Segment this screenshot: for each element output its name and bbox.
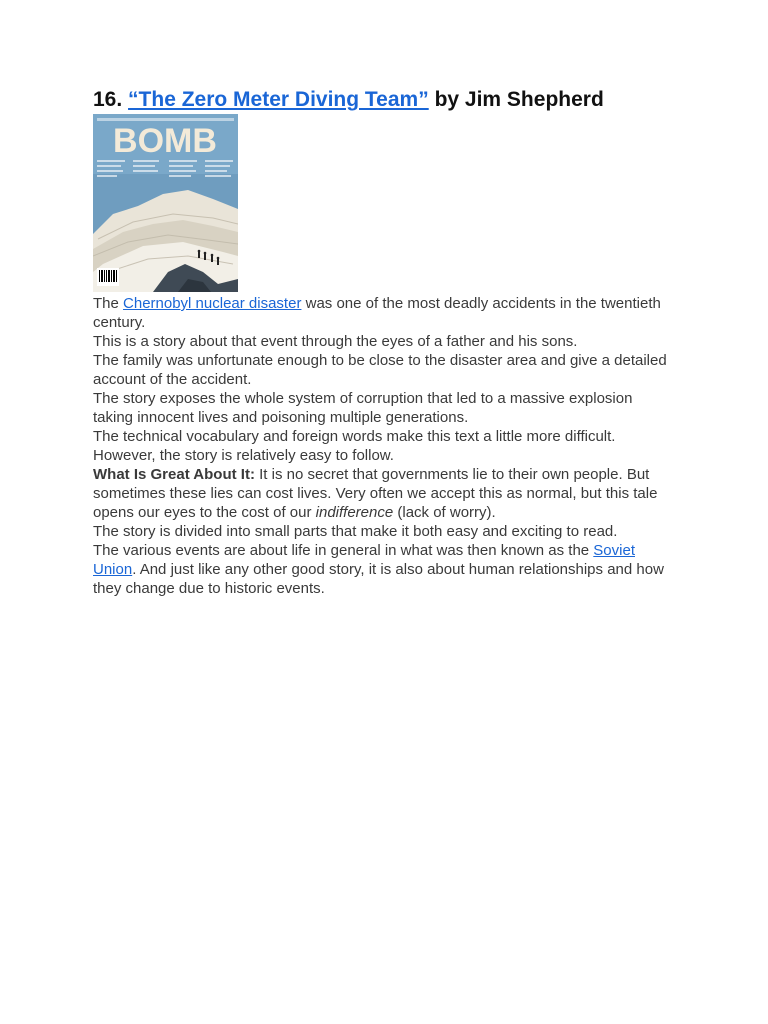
bomb-logo: BOMB: [113, 122, 217, 160]
story-title-link[interactable]: “The Zero Meter Diving Team”: [128, 88, 429, 111]
paragraph-7: The story is divided into small parts that make it both easy and exciting to read.: [93, 523, 618, 540]
paragraph-1: [93, 294, 673, 332]
article: [93, 86, 673, 598]
chernobyl-link[interactable]: Chernobyl nuclear disaster: [123, 295, 302, 312]
article-number: 16.: [93, 88, 123, 111]
paragraph-8: [93, 541, 673, 598]
paragraph-5: The technical vocabulary and foreign words make this text a little more difficult. However, the story is relatively easy to follow.: [93, 428, 616, 464]
article-heading: [93, 86, 673, 114]
article-body: [93, 294, 673, 598]
great-about-it-label: What Is Great About It:: [93, 466, 255, 483]
soviet-union-link[interactable]: Soviet Union: [93, 542, 635, 578]
article-byline: by Jim Shepherd: [434, 88, 604, 111]
paragraph-3: The family was unfortunate enough to be close to the disaster area and give a detailed account of the accident.: [93, 352, 667, 388]
paragraph-text: was one of the most deadly accidents in the twentieth century.: [93, 295, 661, 331]
paragraph-text: (lack of worry).: [393, 504, 496, 521]
italic-term: indifference: [315, 504, 394, 521]
paragraph-6: [93, 465, 673, 522]
magazine-cover-image: [93, 114, 238, 292]
paragraph-text: . And just like any other good story, it is also about human relationships and how they change due to historic events.: [93, 561, 664, 597]
paragraph-text: It is no secret that governments lie to their own people. But sometimes these lies can cost lives. Very often we accept this as normal, but this tale opens our eyes to the cost of our: [93, 466, 658, 521]
paragraph-text: The: [93, 295, 124, 312]
paragraph-4: The story exposes the whole system of corruption that led to a massive explosion taking innocent lives and poisoning multiple generations.: [93, 390, 633, 426]
paragraph-text: The various events are about life in general in what was then known as the: [93, 542, 594, 559]
paragraph-2: This is a story about that event through the eyes of a father and his sons.: [93, 333, 578, 350]
